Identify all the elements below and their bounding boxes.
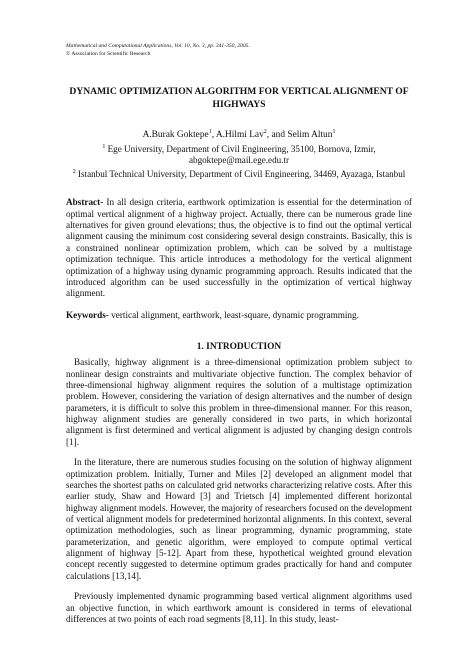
affiliation-marker: 1 bbox=[208, 129, 212, 135]
author-separator: , bbox=[211, 130, 216, 141]
author-list bbox=[66, 127, 412, 142]
affiliation-marker: 1 bbox=[102, 143, 106, 150]
abstract-text: In all design criteria, earthwork optimization is essential for the determination of optimal vertical alignment of a highway project. Actually, there can be numerous grade line alternatives for given ground elevations; thus, the objective is to find out the optimal vertical alignment causing the minimum cost considering several design constraints. Basically, this is a constrained nonlinear optimization problem, which can be solved by a multistage optimization technique. This article introduces a methodology for the vertical alignment optimization of a highway using dynamic programming approach. Results indicated that the introduced algorithm can be used successfully in the optimization of vertical highway alignment. bbox=[66, 197, 412, 299]
keywords-text: vertical alignment, earthwork, least-square, dynamic programming. bbox=[108, 309, 359, 320]
keywords bbox=[66, 310, 412, 321]
author-separator: , and bbox=[266, 130, 288, 141]
affiliation bbox=[66, 142, 412, 167]
author-name: A.Burak Goktepe bbox=[142, 130, 209, 141]
section-heading: 1. INTRODUCTION bbox=[196, 342, 282, 353]
affiliation-marker: 2 bbox=[263, 129, 267, 135]
keywords-label: Keywords- bbox=[66, 309, 109, 320]
abstract-label: Abstract- bbox=[66, 197, 104, 208]
journal-citation: Mathematical and Computational Applications, Vol. 10, No. 3, pp. 341-350, 2005. bbox=[66, 43, 250, 49]
affiliation bbox=[66, 167, 412, 181]
author-name: Selim Altun bbox=[287, 130, 333, 141]
abstract bbox=[66, 197, 412, 300]
affiliation-marker: 2 bbox=[72, 168, 76, 175]
author-name: A.Hilmi Lav bbox=[215, 130, 264, 141]
affiliation-text: Ege University, Department of Civil Engineering, 35100, Bornova, Izmir, abgoktepe@mail.ege.edu.tr bbox=[107, 143, 376, 166]
body-paragraph: Previously implemented dynamic programming based vertical alignment algorithms used an objective function, in which earthwork amount is considered in terms of elevational differences at two points of each road segments [8,11]. In this study, least- bbox=[66, 591, 412, 624]
paper-title: DYNAMIC OPTIMIZATION ALGORITHM FOR VERTICAL ALIGNMENT OF HIGHWAYS bbox=[69, 86, 409, 110]
body-paragraph: In the literature, there are numerous studies focusing on the solution of highway alignment optimization problem. Initially, Turner and Miles [2] developed an alignment model that searches the shortest paths on calculated grid networks characterizing relative costs. After this earlier study, Shaw and Howard [3] and Trietsch [4] implemented different horizontal highway alignment models. However, the majority of researchers focused on the development of vertical alignment models for predetermined horizontal alignments. In this context, several optimization methodologies, such as linear programming, dynamic programming, state parameterization, and genetic algorithm, were employed to compute optimal vertical alignment of highway [5-12]. Apart from these, hypothetical weighted ground elevation concept recently suggested to determine optimum grades practically for hand and computer calculations [13,14]. bbox=[66, 457, 412, 581]
affiliation-text: Istanbul Technical University, Department of Civil Engineering, 34469, Ayazaga, Istanbul bbox=[77, 168, 406, 179]
copyright-notice: © Association for Scientific Research bbox=[66, 51, 151, 57]
body-paragraph: Basically, highway alignment is a three-dimensional optimization problem subject to nonlinear design constraints and multivariate objective function. The complex behavior of three-dimensional highway alignment requires the solution of a multistage optimization problem. However, considering the variation of design alternatives and the number of design parameters, it is difficult to solve this problem in three-dimensional manner. For this reason, highway alignment studies are generally considered in two parts, in which horizontal alignment is first determined and vertical alignment is adjusted by changing design controls [1]. bbox=[66, 357, 412, 447]
affiliation-marker: 1 bbox=[332, 129, 336, 135]
